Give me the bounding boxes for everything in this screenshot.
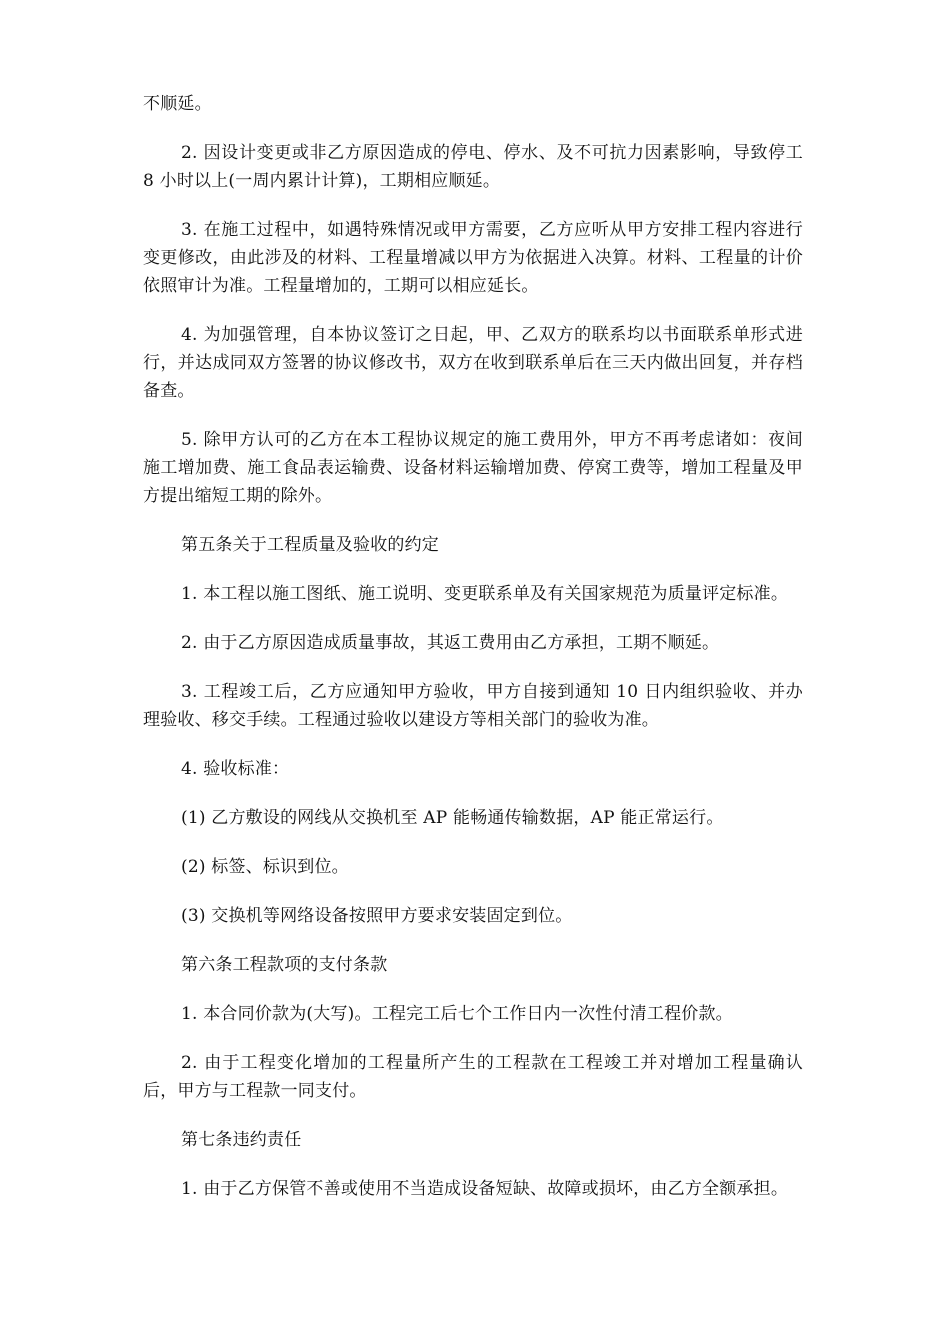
paragraph: 5. 除甲方认可的乙方在本工程协议规定的施工费用外，甲方不再考虑诸如：夜间施工增加费、施工食品表运输费、设备材料运输增加费、停窝工费等，增加工程量及甲方提出缩短工期的除外。 bbox=[143, 430, 803, 506]
paragraph: 1. 本工程以施工图纸、施工说明、变更联系单及有关国家规范为质量评定标准。 bbox=[181, 584, 789, 604]
section-heading: 第七条违约责任 bbox=[181, 1130, 302, 1150]
paragraph: 2. 由于乙方原因造成质量事故，其返工费用由乙方承担，工期不顺延。 bbox=[181, 633, 720, 653]
section-heading: 第六条工程款项的支付条款 bbox=[181, 955, 388, 975]
document-page bbox=[143, 90, 803, 1224]
paragraph: 1. 本合同价款为(大写)。工程完工后七个工作日内一次性付清工程价款。 bbox=[181, 1004, 733, 1024]
paragraph: 2. 因设计变更或非乙方原因造成的停电、停水、及不可抗力因素影响，导致停工 8 小时以上(一周内累计计算)，工期相应顺延。 bbox=[143, 143, 803, 191]
paragraph: 2. 由于工程变化增加的工程量所产生的工程款在工程竣工并对增加工程量确认后，甲方与工程款一同支付。 bbox=[143, 1053, 803, 1101]
paragraph: 4. 为加强管理，自本协议签订之日起，甲、乙双方的联系均以书面联系单形式进行，并达成同双方签署的协议修改书，双方在收到联系单后在三天内做出回复，并存档备查。 bbox=[143, 325, 803, 401]
paragraph: 不顺延。 bbox=[143, 94, 212, 114]
paragraph: 4. 验收标准： bbox=[181, 759, 290, 779]
paragraph: 3. 工程竣工后，乙方应通知甲方验收，甲方自接到通知 10 日内组织验收、并办理验收、移交手续。工程通过验收以建设方等相关部门的验收为准。 bbox=[143, 682, 803, 730]
section-heading: 第五条关于工程质量及验收的约定 bbox=[181, 535, 439, 555]
paragraph: (1) 乙方敷设的网线从交换机至 AP 能畅通传输数据，AP 能正常运行。 bbox=[181, 808, 724, 828]
paragraph: 3. 在施工过程中，如遇特殊情况或甲方需要，乙方应听从甲方安排工程内容进行变更修改，由此涉及的材料、工程量增减以甲方为依据进入决算。材料、工程量的计价依照审计为准。工程量增加的，工期可以相应延长。 bbox=[143, 220, 803, 296]
paragraph: 1. 由于乙方保管不善或使用不当造成设备短缺、故障或损坏，由乙方全额承担。 bbox=[181, 1179, 789, 1199]
paragraph: (3) 交换机等网络设备按照甲方要求安装固定到位。 bbox=[181, 906, 573, 926]
paragraph: (2) 标签、标识到位。 bbox=[181, 857, 349, 877]
